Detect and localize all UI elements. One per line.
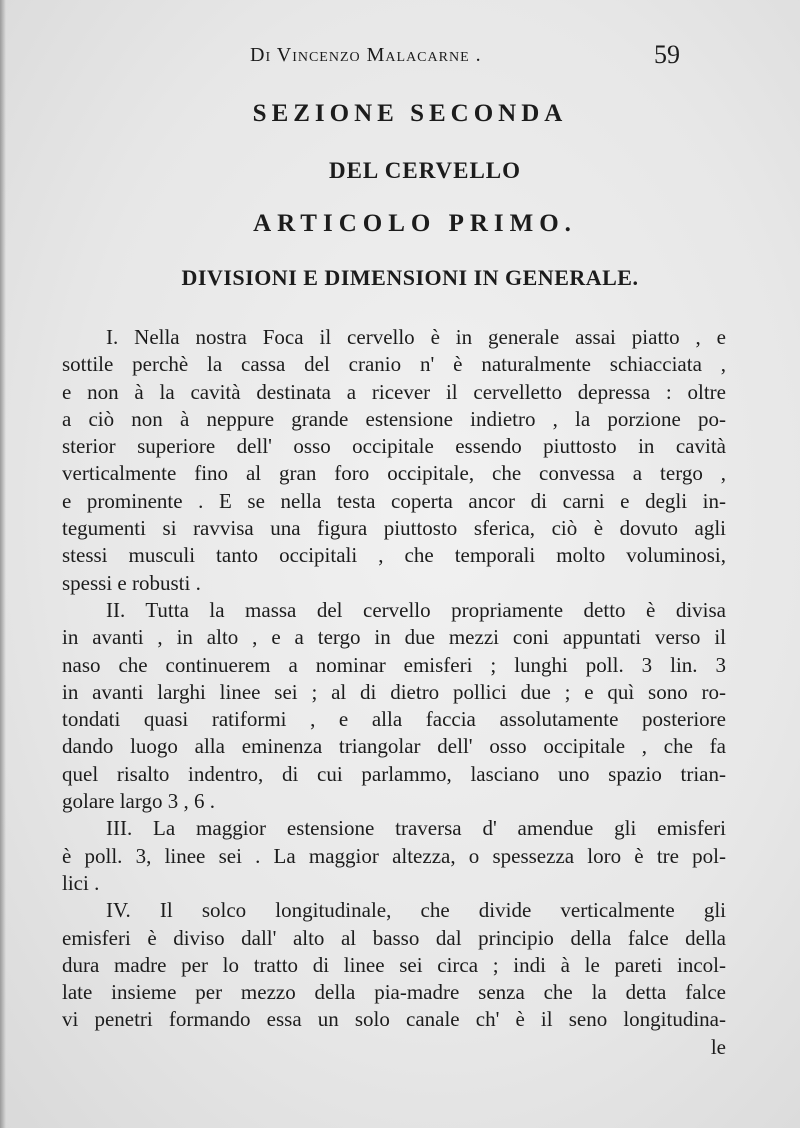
text-line: naso che continuerem a nominar emisferi ; lunghi poll. 3 lin. 3 — [62, 652, 726, 677]
text-line: IV. Il solco longitudinale, che divide verticalmente gli — [106, 898, 726, 923]
page-number: 59 — [654, 40, 680, 69]
section-heading: SEZIONE SECONDA — [252, 100, 568, 127]
text-line: late insieme per mezzo della pia-madre senza che la detta falce — [62, 980, 726, 1005]
text-line: è poll. 3, linee sei . La maggior altezza, o spessezza loro è tre pol- — [62, 843, 726, 868]
text-line: spessi e robusti . — [62, 570, 201, 595]
text-line: II. Tutta la massa del cervello propriamente detto è divisa — [106, 597, 726, 622]
text-line: I. Nella nostra Foca il cervello è in generale assai piatto , e — [106, 325, 726, 349]
text-line: verticalmente fino al gran foro occipitale, che convessa a tergo , — [62, 461, 726, 486]
text-line: sottile perchè la cassa del cranio n' è naturalmente schiacciata , — [62, 352, 726, 377]
text-line: e non à la cavità destinata a ricever il cervelletto depressa : oltre — [62, 379, 726, 404]
text-line: e prominente . E se nella testa coperta ancor di carni e degli in- — [62, 488, 726, 513]
article-heading: ARTICOLO PRIMO. — [253, 210, 577, 237]
running-head: Di Vincenzo Malacarne . — [250, 44, 482, 66]
body-text — [62, 324, 726, 1061]
text-line: dando luogo alla eminenza triangolar dell' osso occipitale , che fa — [62, 734, 726, 759]
text-line: lici . — [62, 870, 100, 895]
chapter-heading: DEL CERVELLO — [328, 158, 522, 183]
text-line: quel risalto indentro, di cui parlammo, lasciano uno spazio trian- — [62, 761, 726, 786]
subject-heading: DIVISIONI E DIMENSIONI IN GENERALE. — [181, 265, 639, 290]
text-line: tegumenti si ravvisa una figura piuttosto sferica, ciò è dovuto agli — [62, 516, 726, 541]
text-line: in avanti , in alto , e a tergo in due mezzi coni appuntati verso il — [62, 625, 726, 650]
text-line: emisferi è diviso dall' alto al basso dal principio della falce della — [62, 925, 726, 950]
text-line: dura madre per lo tratto di linee sei circa ; indi à le pareti incol- — [62, 952, 726, 977]
catchword: le — [710, 1034, 726, 1059]
text-line: III. La maggior estensione traversa d' amendue gli emisferi — [106, 816, 726, 841]
text-line: a ciò non à neppure grande estensione indietro , la porzione po- — [62, 406, 726, 431]
text-line: vi penetri formando essa un solo canale ch' è il seno longitudina- — [62, 1007, 726, 1032]
text-line: tondati quasi ratiformi , e alla faccia assolutamente posteriore — [62, 707, 726, 732]
text-line: stessi musculi tanto occipitali , che temporali molto voluminosi, — [62, 543, 726, 568]
text-line: sterior superiore dell' osso occipitale essendo piuttosto in cavità — [62, 434, 726, 459]
text-line: in avanti larghi linee sei ; al di dietro pollici due ; e quì sono ro- — [62, 679, 726, 704]
text-line: golare largo 3 , 6 . — [62, 789, 215, 814]
